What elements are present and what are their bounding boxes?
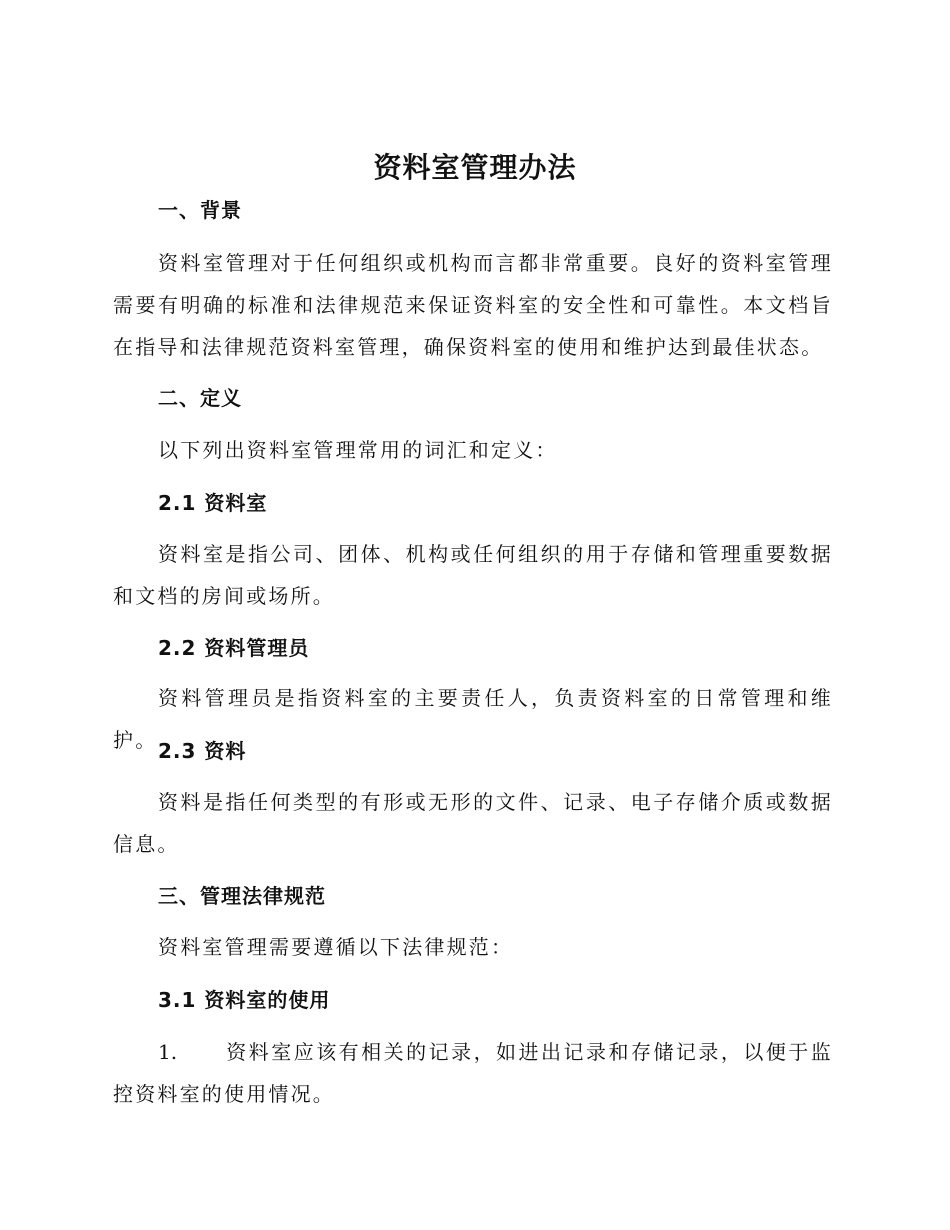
subheading-archive-room: 2.1 资料室: [158, 491, 268, 515]
subheading-materials: 2.3 资料: [158, 739, 247, 763]
section-heading-definitions: 二、定义: [158, 386, 242, 410]
section-heading-background: 一、背景: [158, 198, 242, 222]
paragraph-background: 资料室管理对于任何组织或机构而言都非常重要。良好的资料室管理需要有明确的标准和法律规范来保证资料室的安全性和可靠性。本文档旨在指导和法律规范资料室管理，确保资料室的使用和维护达到最佳状态。: [113, 251, 833, 359]
subheading-archive-room-usage: 3.1 资料室的使用: [158, 988, 331, 1012]
paragraph-archive-manager-definition: 资料管理员是指资料室的主要责任人，负责资料室的日常管理和维护。: [113, 686, 833, 752]
section-heading-regulations: 三、管理法律规范: [158, 884, 326, 908]
list-item-number: 1.: [158, 1040, 178, 1064]
subheading-archive-manager: 2.2 资料管理员: [158, 636, 310, 660]
page-title: 资料室管理办法: [373, 151, 577, 184]
list-item-text: 资料室应该有相关的记录，如进出记录和存储记录，以便于监控资料室的使用情况。: [113, 1040, 833, 1106]
list-item: [113, 1031, 833, 1115]
paragraph-archive-room-definition: 资料室是指公司、团体、机构或任何组织的用于存储和管理重要数据和文档的房间或场所。: [113, 542, 833, 608]
paragraph-materials-definition: 资料是指任何类型的有形或无形的文件、记录、电子存储介质或数据信息。: [113, 790, 833, 856]
paragraph-regulations-intro: 资料室管理需要遵循以下法律规范：: [158, 935, 514, 959]
paragraph-definitions-intro: 以下列出资料室管理常用的词汇和定义：: [158, 438, 558, 462]
